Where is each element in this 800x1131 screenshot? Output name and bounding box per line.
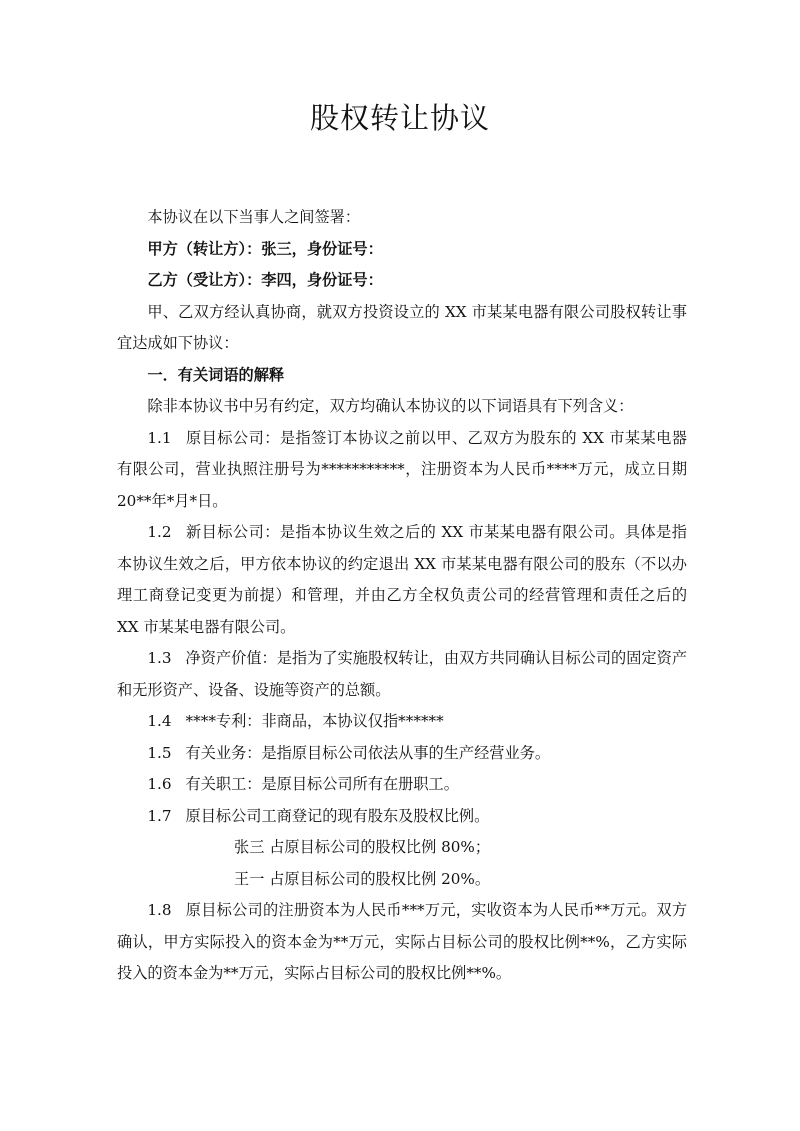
clause-text: ****专利：非商品，本协议仅指****** <box>185 712 444 730</box>
clause-1-5 <box>117 738 687 770</box>
clause-1-6 <box>117 769 687 801</box>
clause-text: 净资产价值：是指为了实施股权转让，由双方共同确认目标公司的固定资产和无形资产、设备、设施等资产的总额。 <box>117 649 687 699</box>
preamble-paragraph: 甲、乙双方经认真协商，就双方投资设立的 XX 市某某电器有限公司股权转让事宜达成如下协议： <box>117 302 687 352</box>
clause-text: 原目标公司工商登记的现有股东及股权比例。 <box>185 806 490 825</box>
clause-1-8 <box>117 895 687 990</box>
clause-1-7 <box>117 801 687 833</box>
party-b-line: 乙方（受让方）：李四，身份证号： <box>147 271 383 289</box>
clause-number: 1.2 <box>147 523 172 541</box>
clause-1-3 <box>117 643 687 706</box>
party-a-line: 甲方（转让方）：张三，身份证号： <box>147 239 383 258</box>
clause-1-1 <box>117 423 687 518</box>
shareholder-line: 王一 占原目标公司的股权比例 20%。 <box>234 869 491 888</box>
section1-heading: 一．有关词语的解释 <box>147 365 285 384</box>
clause-number: 1.1 <box>147 428 172 447</box>
clause-number: 1.7 <box>147 806 172 825</box>
clause-text: 有关业务：是指原目标公司依法从事的生产经营业务。 <box>185 743 551 762</box>
clause-1-2 <box>117 517 687 643</box>
clause-number: 1.6 <box>147 775 172 793</box>
clause-text: 原目标公司：是指签订本协议之前以甲、乙双方为股东的 XX 市某某电器有限公司，营业执照注册号为***********，注册资本为人民币****万元，成立日期 20**年*月*日。 <box>117 428 687 510</box>
document-body <box>117 202 687 990</box>
intro-paragraph: 本协议在以下当事人之间签署： <box>147 208 361 226</box>
clause-1-4 <box>117 706 687 738</box>
clause-number: 1.5 <box>147 743 172 762</box>
section1-intro: 除非本协议书中另有约定，双方均确认本协议的以下词语具有下列含义： <box>147 397 634 415</box>
clause-number: 1.4 <box>147 712 172 730</box>
clause-number: 1.8 <box>147 901 172 919</box>
clause-text: 原目标公司的注册资本为人民币***万元，实收资本为人民币**万元。双方确认，甲方实际投入的资本金为**万元，实际占目标公司的股权比例**%，乙方实际投入的资本金为**万元，实际占目标公司的股权比例**%。 <box>117 901 687 982</box>
clause-text: 有关职工：是原目标公司所有在册职工。 <box>185 775 459 793</box>
document-title: 股权转让协议 <box>309 101 490 135</box>
clause-text: 新目标公司：是指本协议生效之后的 XX 市某某电器有限公司。具体是指本协议生效之后，甲方依本协议的约定退出 XX 市某某电器有限公司的股东（不以办理工商登记变更为前提）和管理，并由乙方全权负责公司的经营管理和责任之后的 XX 市某某电器有限公司。 <box>117 523 687 636</box>
clause-number: 1.3 <box>147 649 172 667</box>
shareholder-line: 张三 占原目标公司的股权比例 80%； <box>234 838 491 856</box>
